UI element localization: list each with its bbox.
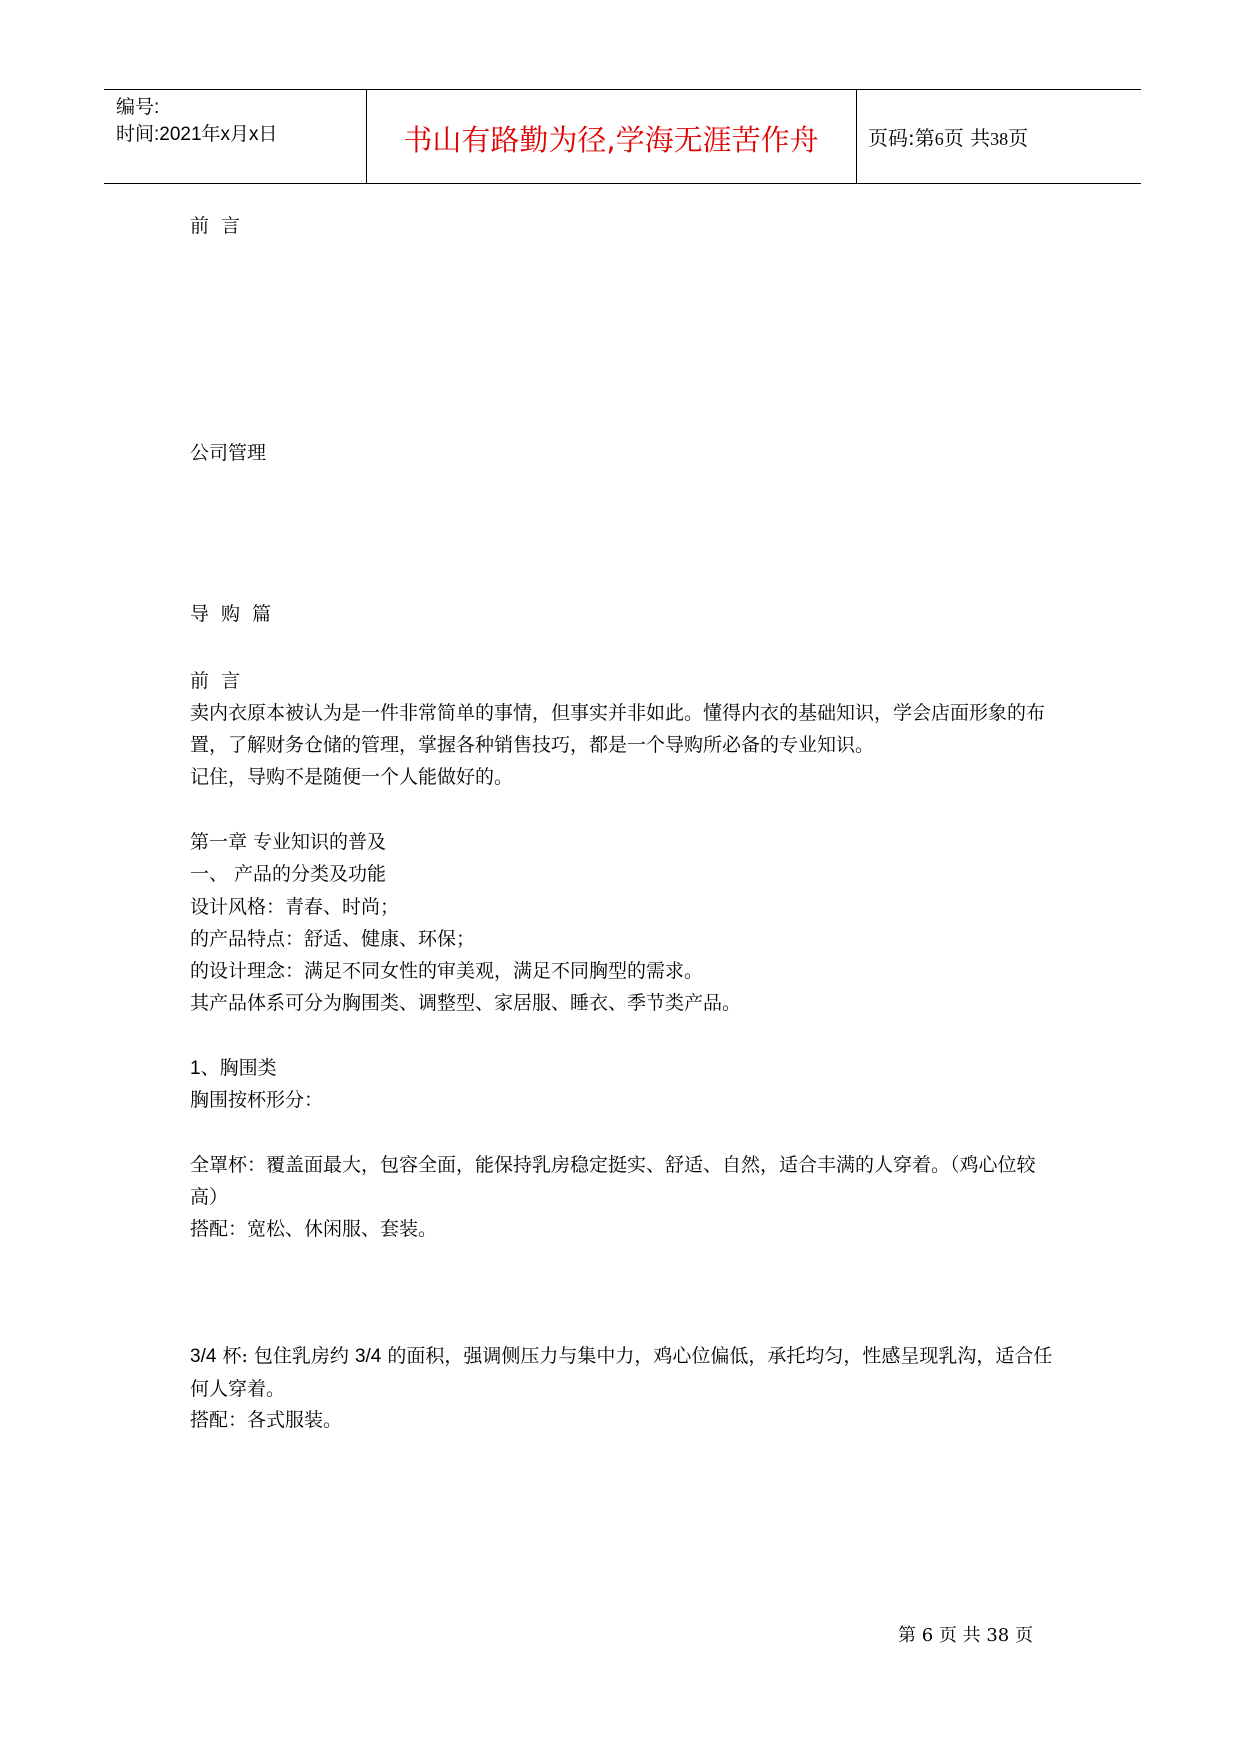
section-heading: 一、 产品的分类及功能 (190, 863, 387, 885)
bra-category-heading (190, 1052, 277, 1085)
page-mid: 页 共 (943, 126, 991, 150)
three-quarter-match: 搭配：各式服装。 (190, 1409, 343, 1431)
full-cup-description: 全罩杯：覆盖面最大，包容全面，能保持乳房稳定挺实、舒适、自然，适合丰满的人穿着。（鸡心位较高） (190, 1154, 1036, 1208)
guide-title: 导购篇 (190, 603, 284, 625)
bra-title: 、胸围类 (200, 1057, 277, 1079)
design-style: 设计风格：青春、时尚； (190, 896, 400, 918)
page-header-table (104, 89, 1141, 184)
page-suffix: 页 (1008, 126, 1029, 150)
page-current: 6 (934, 129, 944, 149)
chapter-heading: 第一章 专业知识的普及 (190, 831, 387, 853)
preface-heading-top: 前言 (190, 215, 253, 237)
product-features: 的产品特点：舒适、健康、环保； (190, 928, 476, 950)
full-cup-match: 搭配：宽松、休闲服、套装。 (190, 1218, 438, 1240)
intro-note: 记住，导购不是随便一个人能做好的。 (190, 766, 514, 788)
three-quarter-text-rest: 的面积，强调侧压力与集中力，鸡心位偏低，承托均匀，性感呈现乳沟，适合任何人穿着。 (190, 1345, 1053, 1400)
bra-by-cup: 胸围按杯形分： (190, 1089, 324, 1111)
page-total: 38 (990, 129, 1009, 149)
code-label: 编号: (116, 97, 160, 118)
three-quarter-term: 3/4 (190, 1346, 217, 1367)
intro-paragraph: 卖内衣原本被认为是一件非常简单的事情，但事实并非如此。懂得内衣的基础知识，学会店面形象的布置，了解财务仓储的管理，掌握各种销售技巧，都是一个导购所必备的专业知识。 (190, 702, 1046, 756)
preface-heading: 前言 (190, 670, 253, 692)
header-page-info (868, 122, 1028, 151)
company-heading: 公司管理 (190, 442, 267, 464)
three-quarter-text: 杯: 包住乳房约 (216, 1345, 355, 1367)
header-meta (116, 94, 278, 148)
page-label: 页码:第 (868, 126, 935, 150)
header-divider (856, 90, 857, 183)
three-quarter-value: 3/4 (354, 1346, 382, 1367)
header-motto: 书山有路勤为径,学海无涯苦作舟 (403, 123, 819, 157)
time-label: 时间:2021年x月x日 (116, 124, 278, 145)
design-concept: 的设计理念：满足不同女性的审美观，满足不同胸型的需求。 (190, 960, 704, 982)
page-footer: 第 6 页 共 38 页 (898, 1625, 1033, 1646)
product-system: 其产品体系可分为胸围类、调整型、家居服、睡衣、季节类产品。 (190, 992, 742, 1014)
bra-number: 1 (190, 1058, 201, 1079)
three-quarter-cup-description (190, 1340, 1060, 1405)
